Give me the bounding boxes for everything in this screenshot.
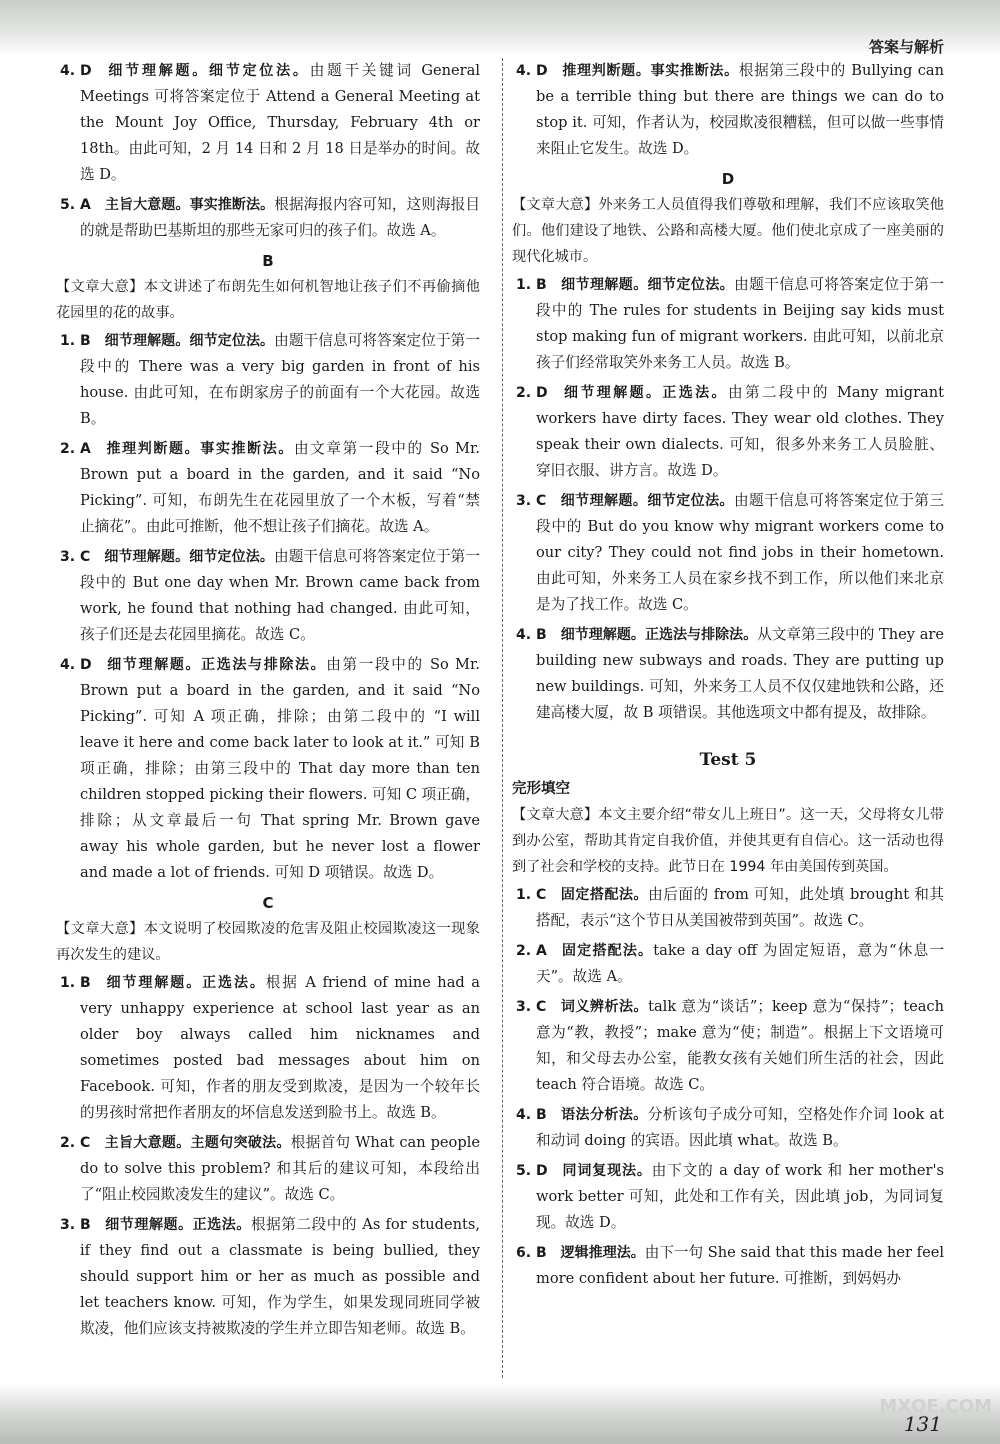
item-answer: A xyxy=(80,197,91,213)
item-number: 1. xyxy=(516,277,532,293)
footer-band xyxy=(0,1384,1000,1444)
item-method: 细节理解题。细节定位法。 xyxy=(104,549,274,565)
header-band xyxy=(0,0,1000,58)
item-text: 由后面的 from 可知，此处填 brought 和其搭配，表示“这个节日从美国被带到英国”。故选 C。 xyxy=(536,886,944,929)
cloze-subhead: 完形填空 xyxy=(512,781,570,797)
header-title: 答案与解析 xyxy=(868,38,944,56)
item-text: 由题干信息可将答案定位于第一段中的 But one day when Mr. Brown came back from work, he found that nothing had changed. 由此可知，孩子们还是去花园里摘花。故选 C。 xyxy=(80,548,480,643)
item-method: 词义辨析法。 xyxy=(560,999,649,1015)
item-answer: B xyxy=(536,1245,547,1261)
item-number: 5. xyxy=(60,197,76,213)
answer-item xyxy=(56,970,480,1126)
item-answer: B xyxy=(80,975,91,991)
item-method: 细节理解题。细节定位法。 xyxy=(105,63,310,79)
item-number: 1. xyxy=(60,975,76,991)
section-b-summary: 【文章大意】本文讲述了布朗先生如何机智地让孩子们不再偷摘他花园里的花的故事。 xyxy=(56,279,480,321)
item-number: 4. xyxy=(60,63,76,79)
answer-item xyxy=(512,488,944,618)
item-answer: B xyxy=(536,1107,547,1123)
item-answer: B xyxy=(536,627,547,643)
item-answer: A xyxy=(536,943,547,959)
answer-item xyxy=(56,544,480,648)
section-d-letter: D xyxy=(721,170,735,188)
item-text: 根据第三段中的 Bullying can be a terrible thing but there are things we can do to stop it. 可知，作者认为，校园欺凌很糟糕，但可以做一些事情来阻止它发生。故选 D。 xyxy=(536,62,944,157)
item-text: 根据第二段中的 As for students, if they find out a classmate is being bullied, they should support him or her as much as possible and let teachers know. 可知，作为学生，如果发现同班同学被欺凌，他们应该支持被欺凌的学生并立即告知老师。故选 B。 xyxy=(80,1216,481,1337)
answer-item xyxy=(56,436,480,540)
item-text: 从文章第三段中的 They are building new subways and roads. They are putting up new buildings. 可知，外来务工人员不仅仅建地铁和公路，还建高楼大厦，故 B 项错误。其他选项文中都有提及，故排除。 xyxy=(536,626,945,721)
item-number: 3. xyxy=(60,549,76,565)
item-method: 细节理解题。细节定位法。 xyxy=(560,277,735,293)
item-answer: B xyxy=(536,277,547,293)
item-answer: D xyxy=(536,385,548,401)
item-number: 4. xyxy=(516,1107,532,1123)
section-d-items xyxy=(512,272,944,726)
item-number: 1. xyxy=(516,887,532,903)
item-answer: D xyxy=(536,63,548,79)
answer-item xyxy=(56,58,480,188)
item-answer: D xyxy=(80,657,92,673)
left-items-a xyxy=(56,58,480,244)
answer-item xyxy=(512,938,944,990)
item-text: 由题干信息可将答案定位于第一段中的 There was a very big garden in front of his house. 由此可知，在布朗家房子的前面有一个大花园。故选 B。 xyxy=(80,332,480,427)
item-number: 3. xyxy=(516,999,532,1015)
item-method: 细节理解题。正选法与排除法。 xyxy=(560,627,758,643)
test5-items xyxy=(512,882,944,1292)
item-number: 2. xyxy=(60,1135,76,1151)
item-answer: D xyxy=(536,1163,548,1179)
item-answer: C xyxy=(536,493,547,509)
item-method: 细节理解题。正选法。 xyxy=(104,975,266,991)
right-column xyxy=(512,58,944,1296)
item-text: 由第一段中的 So Mr. Brown put a board in the garden, and it said “No Picking”. 可知 A 项正确，排除；由第二段中的 “I will leave it here and come back later to look at it.” 可知 B 项正确，排除；由第三段中的 That day more than ten children stopped picking their flowers. 可知 C 项正确，排除；从文章最后一句 That spring Mr. Brown gave away his whole garden, but he never lost a flower and made a lot of friends. 可知 D 项错误。故选 D。 xyxy=(80,656,480,881)
item-method: 主旨大意题。主题句突破法。 xyxy=(104,1135,291,1151)
item-number: 4. xyxy=(516,63,532,79)
item-answer: C xyxy=(80,1135,91,1151)
item-text: 由题干关键词 General Meetings 可将答案定位于 Attend a General Meeting at the Mount Joy Office, Thursday, February 4th or 18th。由此可知，2 月 14 日和 2 月 18 日是举办的时间。故选 D。 xyxy=(80,62,480,183)
item-method: 固定搭配法。 xyxy=(560,943,654,959)
section-c-items xyxy=(56,970,480,1342)
item-number: 1. xyxy=(60,333,76,349)
item-number: 6. xyxy=(516,1245,532,1261)
item-text: 由下一句 She said that this made her feel more confident about her future. 可推断，到妈妈办 xyxy=(536,1244,945,1287)
answer-item xyxy=(56,1212,480,1342)
test-title: Test 5 xyxy=(699,750,757,770)
item-answer: C xyxy=(536,887,547,903)
section-b-letter: B xyxy=(262,252,274,270)
item-number: 5. xyxy=(516,1163,532,1179)
item-text: 由题干信息可将答案定位于第一段中的 The rules for students in Beijing say kids must stop making fun of migrant workers. 由此可知，以前北京孩子们经常取笑外来务工人员。故选 B。 xyxy=(536,276,944,371)
item-number: 2. xyxy=(516,943,532,959)
answer-item xyxy=(512,1102,944,1154)
item-method: 主旨大意题。事实推断法。 xyxy=(104,197,275,213)
section-c-items-continued xyxy=(512,58,944,162)
answer-item xyxy=(56,328,480,432)
answer-item xyxy=(512,272,944,376)
item-answer: D xyxy=(80,63,92,79)
section-c-summary: 【文章大意】本文说明了校园欺凌的危害及阻止校园欺凌这一现象再次发生的建议。 xyxy=(56,921,480,963)
column-divider xyxy=(502,58,503,1378)
item-method: 细节理解题。正选法。 xyxy=(104,1217,251,1233)
item-text: 根据海报内容可知，这则海报目的就是帮助巴基斯坦的那些无家可归的孩子们。故选 A。 xyxy=(80,196,480,239)
item-answer: C xyxy=(80,549,91,565)
section-c-letter: C xyxy=(262,894,274,912)
item-number: 3. xyxy=(516,493,532,509)
item-text: 由第二段中的 Many migrant workers have dirty faces. They wear old clothes. They speak their own dialects. 可知，很多外来务工人员脸脏、穿旧衣服、讲方言。故选 D。 xyxy=(536,384,945,479)
item-method: 逻辑推理法。 xyxy=(560,1245,645,1261)
item-number: 4. xyxy=(516,627,532,643)
item-text: talk 意为“谈话”；keep 意为“保持”；teach 意为“教，教授”；make 意为“使；制造”。根据上下文语境可知，和父母去办公室，能教女孩有关她们所生活的社会，因此 teach 符合语境。故选 C。 xyxy=(536,998,944,1093)
answer-item xyxy=(512,622,944,726)
item-method: 推理判断题。事实推断法。 xyxy=(104,441,294,457)
item-method: 固定搭配法。 xyxy=(560,887,649,903)
page-number: 131 xyxy=(903,1412,942,1436)
item-text: 由题干信息可将答案定位于第三段中的 But do you know why migrant workers come to our city? They could not find jobs in their hometown. 由此可知，外来务工人员在家乡找不到工作，所以他们来北京是为了找工作。故选 C。 xyxy=(536,492,944,613)
watermark-logo: MXQE.COM xyxy=(879,1396,992,1417)
item-number: 2. xyxy=(516,385,532,401)
item-number: 2. xyxy=(60,441,76,457)
item-method: 细节理解题。正选法。 xyxy=(561,385,728,401)
answer-item xyxy=(512,882,944,934)
item-method: 语法分析法。 xyxy=(560,1107,648,1123)
item-number: 3. xyxy=(60,1217,76,1233)
item-text: 根据首句 What can people do to solve this problem? 和其后的建议可知，本段给出了“阻止校园欺凌发生的建议”。故选 C。 xyxy=(80,1134,480,1203)
item-answer: B xyxy=(80,1217,91,1233)
item-text: take a day off 为固定短语，意为“休息一天”。故选 A。 xyxy=(536,942,944,985)
answer-item xyxy=(56,652,480,886)
item-method: 推理判断题。事实推断法。 xyxy=(561,63,739,79)
item-answer: A xyxy=(80,441,91,457)
answer-item xyxy=(56,192,480,244)
section-b-items xyxy=(56,328,480,886)
item-method: 同词复现法。 xyxy=(561,1163,652,1179)
item-answer: C xyxy=(536,999,547,1015)
answer-item xyxy=(512,1158,944,1236)
item-text: 由文章第一段中的 So Mr. Brown put a board in the garden, and it said “No Picking”. 可知，布朗先生在花园里放了一个木板，写着“禁止摘花”。由此可推断，他不想让孩子们摘花。故选 A。 xyxy=(80,440,480,535)
answer-item xyxy=(56,1130,480,1208)
answer-item xyxy=(512,58,944,162)
item-method: 细节理解题。细节定位法。 xyxy=(560,493,734,509)
left-column xyxy=(56,58,480,1346)
answer-item xyxy=(512,380,944,484)
item-text: 分析该句子成分可知，空格处作介词 look at 和动词 doing 的宾语。因此填 what。故选 B。 xyxy=(536,1106,945,1149)
item-number: 4. xyxy=(60,657,76,673)
section-d-summary: 【文章大意】外来务工人员值得我们尊敬和理解，我们不应该取笑他们。他们建设了地铁、公路和高楼大厦。他们使北京成了一座美丽的现代化城市。 xyxy=(512,197,944,265)
item-method: 细节理解题。细节定位法。 xyxy=(104,333,275,349)
item-text: 由下文的 a day of work 和 her mother's work better 可知，此处和工作有关，因此填 job，为同词复现。故选 D。 xyxy=(536,1162,945,1231)
item-answer: B xyxy=(80,333,91,349)
test5-summary: 【文章大意】本文主要介绍“带女儿上班日”。这一天，父母将女儿带到办公室，帮助其肯定自我价值，并使其更有自信心。这一活动也得到了社会和学校的支持。此节日在 1994 年由美国传到英国。 xyxy=(512,807,944,875)
answer-item xyxy=(512,994,944,1098)
item-text: 根据 A friend of mine had a very unhappy experience at school last year as an older boy always called him nicknames and sometimes posted bad messages about him on Facebook. 可知，作者的朋友受到欺凌，是因为一个较年长的男孩时常把作者朋友的坏信息发送到脸书上。故选 B。 xyxy=(80,974,481,1121)
answer-item xyxy=(512,1240,944,1292)
item-method: 细节理解题。正选法与排除法。 xyxy=(105,657,327,673)
